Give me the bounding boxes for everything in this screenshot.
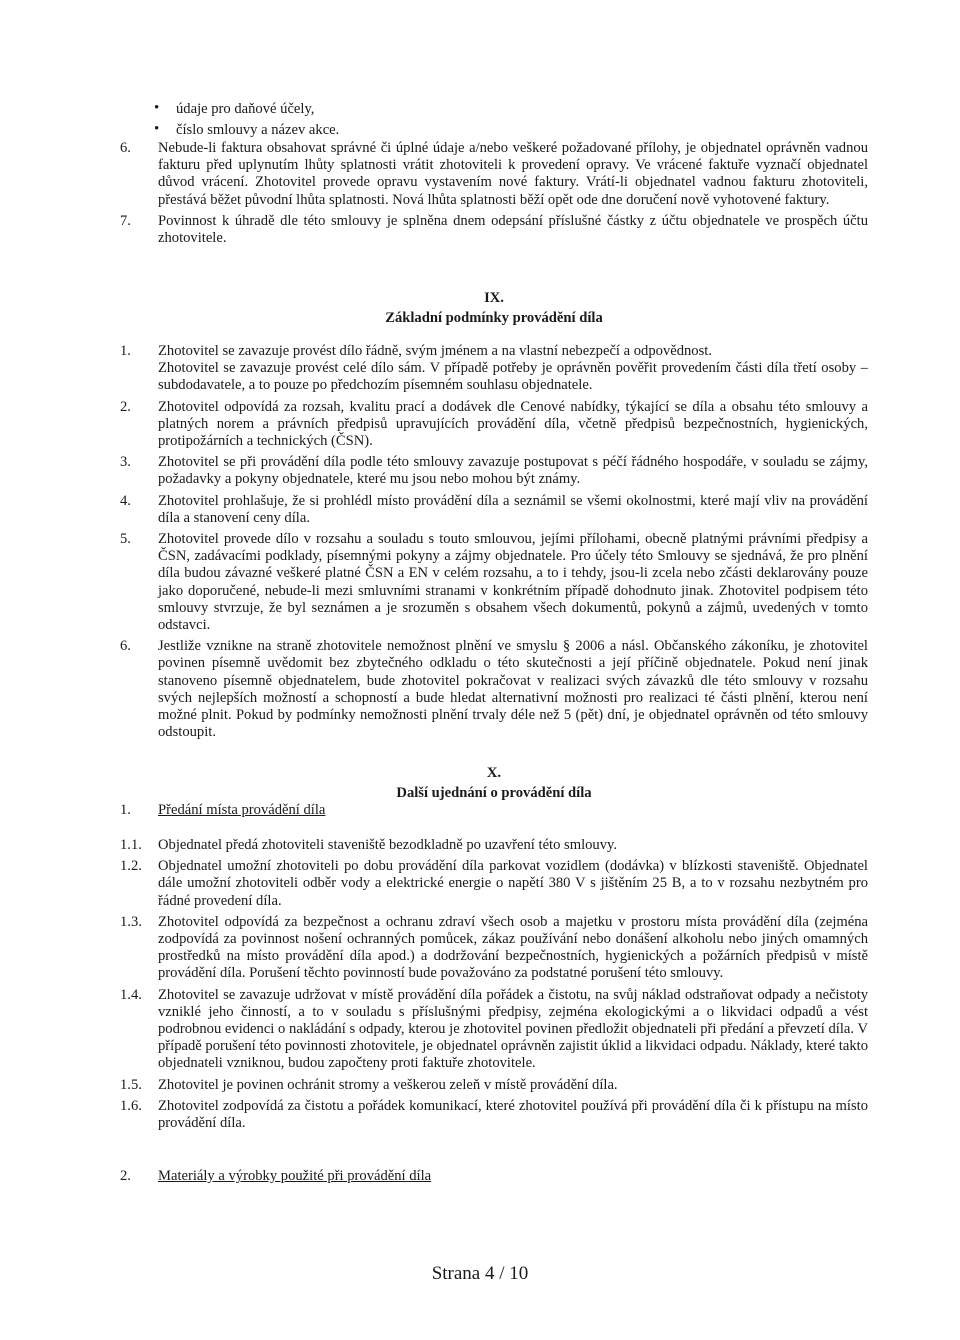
item-text: Zhotovitel se zavazuje udržovat v místě provádění díla pořádek a čistotu, na svůj náklad odstraňovat odpady a nečistoty vzniklé jeho činností, a to v souladu s příslušnými předpisy, zejména ekologickými a o likvidaci odpadů a vést podrobnou evidenci o nakládání s odpady, kterou je zhotovitel povinen předložit objednateli při předání a převzetí díla. V případě porušení této povinnosti zhotovitele, je objednatel oprávněn zajistit úklid a likvidaci odpadu. Náklady, které takto objednateli vzniknou, budou započteny proti faktuře zhotovitele. <box>158 986 868 1072</box>
section-title: Další ujednání o provádění díla <box>396 785 592 801</box>
list-item <box>120 493 868 527</box>
list-item <box>120 454 868 488</box>
list-item <box>120 858 868 910</box>
section-title: Základní podmínky provádění díla <box>385 310 603 326</box>
item-text: Zhotovitel odpovídá za bezpečnost a ochranu zdraví všech osob a majetku v prostoru místa provádění díla (zejména zodpovídá za povinnost nošení ochranných pomůcek, zákaz používání nebo donášení alkoholu nebo jiných omamných prostředků na místo provádění díla apod.) a dodržování bezpečnostních, hygienických a požárních předpisů v místě provádění díla. Porušení těchto povinností bude považováno za podstatné porušení této smlouvy. <box>158 913 868 982</box>
page-number: Strana 4 / 10 <box>431 1263 529 1284</box>
subsection-number: 1. <box>120 802 131 818</box>
item-number: 1. <box>120 343 131 359</box>
list-item <box>120 837 868 854</box>
section-number: X. <box>486 765 502 781</box>
subsection-title: Předání místa provádění díla <box>158 802 326 818</box>
item-number: 7. <box>120 212 131 229</box>
item-text: Zhotovitel se zavazuje provést celé dílo sám. V případě potřeby je oprávněn pověřit provedením části díla třetí osoby – subdodavatele, a to pouze po předchozím písemném souhlasu objednatele. <box>158 360 868 394</box>
section-viii-tail <box>120 140 868 251</box>
subsection-number: 2. <box>120 1168 131 1184</box>
section-x-heading <box>120 763 868 803</box>
item-text: Zhotovitel se zavazuje provést dílo řádně, svým jménem a na vlastní nebezpečí a odpovědnost. <box>158 343 712 359</box>
item-text: Povinnost k úhradě dle této smlouvy je splněna dnem odepsání příslušné částky z účtu objednatele ve prospěch účtu zhotovitele. <box>158 212 868 247</box>
item-text: Zhotovitel se při provádění díla podle této smlouvy zavazuje postupovat s péčí řádného hospodáře, v souladu se zájmy, požadavky a pokyny objednatele, které mu jsou nebo mohou být známy. <box>158 454 868 488</box>
item-number: 2. <box>120 398 131 415</box>
item-number: 1.5. <box>120 1076 142 1093</box>
item-number: 1.4. <box>120 986 142 1003</box>
section-x-items <box>120 837 868 1136</box>
item-text: Objednatel umožní zhotoviteli po dobu provádění díla parkovat vozidlem (dodávka) v blízkosti staveniště. Objednatel dále umožní zhotoviteli odběr vody a elektrické energie o napětí 380 V s jištěním 25 B, a to v rozsahu nezbytném pro řádné provedení díla. <box>158 858 868 909</box>
section-number: IX. <box>484 290 504 306</box>
section-ix-items <box>120 343 868 745</box>
item-text: Zhotovitel provede dílo v rozsahu a souladu s touto smlouvou, jejími přílohami, obecně platnými právními předpisy a ČSN, zadávacími podklady, písemnými pokyny a zájmy objednatele. Pro účely této Smlouvy se sjednává, že pro plnění díla budou závazné veškeré platné ČSN a EN v celém rozsahu, a to i tehdy, jsou-li zcela nebo zčásti deklarovány pouze jako doporučené, nebude-li mezi smluvními stranami v konkrétním případě dohodnuto jinak. Zhotovitel podpisem této smlouvy stvrzuje, že byl seznámen a je srozuměn s obsahem všech dokumentů, pokynů a zájmů, uvedených v tomto odstavci. <box>158 531 868 634</box>
list-item <box>120 531 868 634</box>
item-text: Zhotovitel prohlašuje, že si prohlédl místo provádění díla a seznámil se všemi okolnostmi, které mají vliv na provádění díla a stanovení ceny díla. <box>158 492 868 526</box>
item-number: 1.3. <box>120 913 142 930</box>
item-number: 6. <box>120 140 131 156</box>
item-text: Objednatel předá zhotoviteli staveniště bezodkladně po uzavření této smlouvy. <box>158 837 618 853</box>
bullet-item: • údaje pro daňové účely, <box>152 101 852 118</box>
list-item <box>120 914 868 983</box>
item-number: 3. <box>120 454 131 471</box>
item-text: Zhotovitel odpovídá za rozsah, kvalitu prací a dodávek dle Cenové nabídky, týkající se díla a obsahu této smlouvy a platných norem a právních předpisů upravujících provádění díla, včetně předpisů bezpečnostních, hygienických, protipožárních a technických (ČSN). <box>158 398 868 450</box>
subsection-title: Materiály a výrobky použité při provádění díla <box>158 1168 432 1184</box>
list-item <box>120 213 868 247</box>
item-number: 4. <box>120 492 131 509</box>
item-number: 5. <box>120 531 131 548</box>
item-number: 6. <box>120 638 131 655</box>
list-item <box>120 1077 868 1094</box>
item-number: 1.1. <box>120 837 142 853</box>
item-number: 1.2. <box>120 858 142 875</box>
item-text: Nebude-li faktura obsahovat správné či úplné údaje a/nebo veškeré požadované přílohy, je objednatel oprávněn vadnou fakturu před uplynutím lhůty splatnosti vrátit zhotoviteli k provedení opravy. Ve vrácené faktuře vyznačí objednatel důvod vrácení. Zhotovitel provede opravu vystavením nové faktury. Vrátí-li objednatel vadnou fakturu zhotoviteli, přestává běžet původní lhůta splatnosti. Nová lhůta splatnosti běží opět ode dne doručení nově vyhotovené faktury. <box>158 140 868 208</box>
item-text: Zhotovitel zodpovídá za čistotu a pořádek komunikací, které zhotovitel používá při provádění díla či k přístupu na místo provádění díla. <box>158 1097 868 1132</box>
bullet-list <box>152 101 852 143</box>
item-text: Jestliže vznikne na straně zhotovitele nemožnost plnění ve smyslu § 2006 a násl. Občanského zákoníku, je zhotovitel povinen písemně uvědomit bez zbytečného odkladu o této skutečnosti a její příčině objednatele. Pokud není jinak stanoveno písemně objednatelem, bude zhotovitel pokračovat v realizaci svých závazků dle této smlouvy v rozsahu svých nejlepších možností a schopností a bude hledat alternativní možnosti pro realizaci té části plnění, kterou není možné plnit. Pokud by podmínky nemožnosti plnění trvaly déle než 5 (pět) dní, je objednatel oprávněn od této smlouvy odstoupit. <box>158 638 868 741</box>
section-ix-heading <box>120 288 868 328</box>
list-item <box>120 1098 868 1132</box>
item-number: 1.6. <box>120 1097 142 1114</box>
list-item <box>120 399 868 451</box>
item-text: Zhotovitel je povinen ochránit stromy a veškerou zeleň v místě provádění díla. <box>158 1076 618 1093</box>
bullet-item: • číslo smlouvy a název akce. <box>152 122 852 139</box>
list-item <box>120 343 868 395</box>
list-item <box>120 987 868 1073</box>
list-item <box>120 638 868 741</box>
list-item <box>120 140 868 209</box>
